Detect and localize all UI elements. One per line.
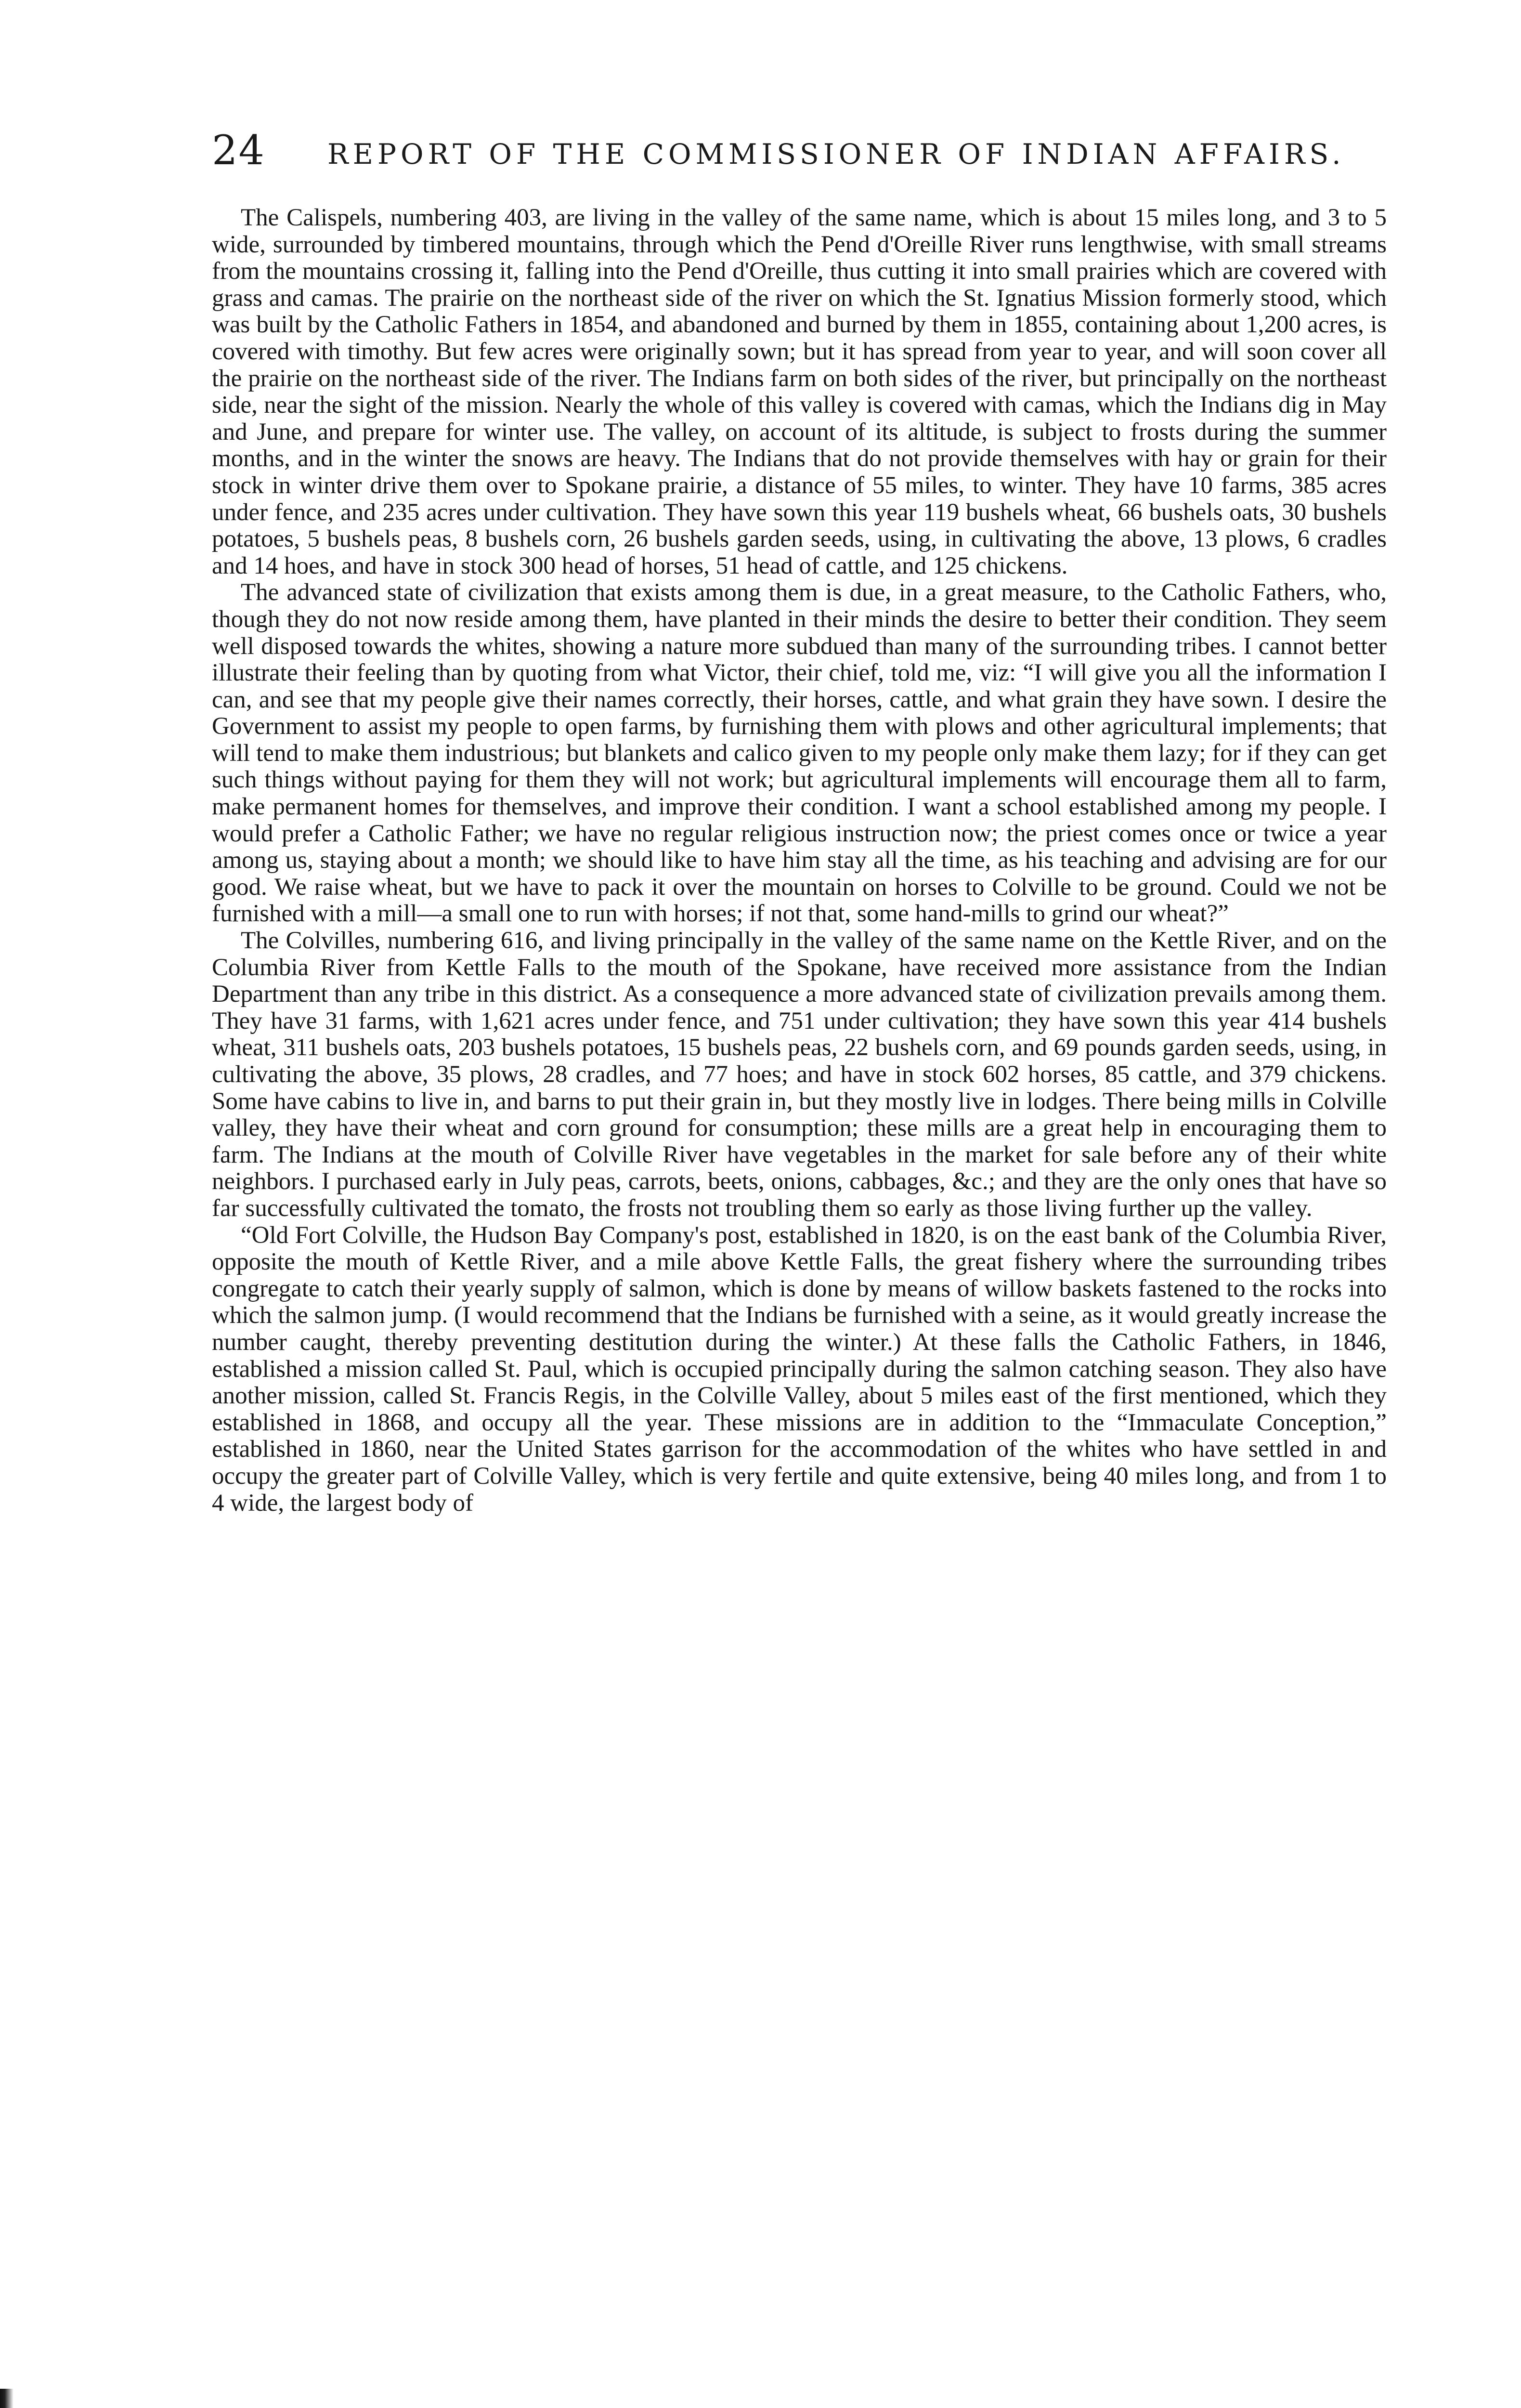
paragraph-calispels: The Calispels, numbering 403, are living in the valley of the same name, which is about 15 miles long, and 3 to 5 wide, surrounded by timbered mountains, through which the Pend d'Oreille River runs lengthwise, with small streams from the mountains crossing it, falling into the Pend d'Oreille, thus cutting it into small prairies which are covered with grass and camas. The prairie on the northeast side of the river on which the St. Ignatius Mission formerly stood, which was built by the Catholic Fathers in 1854, and abandoned and burned by them in 1855, containing about 1,200 acres, is covered with timothy. But few acres were originally sown; but it has spread from year to year, and will soon cover all the prairie on the northeast side of the river. The Indians farm on both sides of the river, but principally on the northeast side, near the sight of the mission. Nearly the whole of this valley is covered with camas, which the Indians dig in May and June, and prepare for winter use. The valley, on account of its altitude, is subject to frosts during the summer months, and in the winter the snows are heavy. The Indians that do not provide themselves with hay or grain for their stock in winter drive them over to Spokane prairie, a distance of 55 miles, to winter. They have 10 farms, 385 acres under fence, and 235 acres under cultivation. They have sown this year 119 bushels wheat, 66 bushels oats, 30 bushels potatoes, 5 bushels peas, 8 bushels corn, 26 bushels garden seeds, using, in cultivating the above, 13 plows, 6 cradles and 14 hoes, and have in stock 300 head of horses, 51 head of cattle, and 125 chickens.	[212, 204, 1387, 579]
paragraph-fort-colville: “Old Fort Colville, the Hudson Bay Company's post, established in 1820, is on the east bank of the Columbia River, opposite the mouth of Kettle River, and a mile above Kettle Falls, the great fishery where the surrounding tribes congregate to catch their yearly supply of salmon, which is done by means of willow baskets fastened to the rocks into which the salmon jump. (I would recommend that the Indians be furnished with a seine, as it would greatly increase the number caught, thereby preventing destitution during the winter.) At these falls the Catholic Fathers, in 1846, established a mission called St. Paul, which is occupied principally during the salmon catching season. They also have another mission, called St. Francis Regis, in the Colville Valley, about 5 miles east of the first mentioned, which they established in 1868, and occupy all the year. These missions are in addition to the “Immaculate Conception,” established in 1860, near the United States garrison for the accommodation of the whites who have settled in and occupy the greater part of Colville Valley, which is very fertile and quite extensive, being 40 miles long, and from 1 to 4 wide, the largest body of	[212, 1221, 1387, 1517]
page-number: 24	[212, 127, 265, 174]
scan-left-edge-shadow	[0, 2389, 13, 2408]
page-header	[212, 126, 1387, 189]
paragraph-colvilles: The Colvilles, numbering 616, and living principally in the valley of the same name on the Kettle River, and on the Columbia River from Kettle Falls to the mouth of the Spokane, have received more assistance from the Indian Department than any tribe in this district. As a consequence a more advanced state of civilization prevails among them. They have 31 farms, with 1,621 acres under fence, and 751 under cultivation; they have sown this year 414 bushels wheat, 311 bushels oats, 203 bushels potatoes, 15 bushels peas, 22 bushels corn, and 69 pounds garden seeds, using, in cultivating the above, 35 plows, 28 cradles, and 77 hoes; and have in stock 602 horses, 85 cattle, and 379 chickens. Some have cabins to live in, and barns to put their grain in, but they mostly live in lodges. There being mills in Colville valley, they have their wheat and corn ground for consumption; these mills are a great help in encouraging them to farm. The Indians at the mouth of Colville River have vegetables in the market for sale before any of their white neighbors. I purchased early in July peas, carrots, beets, onions, cabbages, &c.; and they are the only ones that have so far successfully cultivated the tomato, the frosts not troubling them so early as those living further up the valley.	[212, 927, 1387, 1222]
running-head: REPORT OF THE COMMISSIONER OF INDIAN AFFAIRS.	[327, 138, 1345, 170]
paragraph-civilization: The advanced state of civilization that exists among them is due, in a great measure, to the Catholic Fathers, who, though they do not now reside among them, have planted in their minds the desire to better their condition. They seem well disposed towards the whites, showing a nature more subdued than many of the surrounding tribes. I cannot better illustrate their feeling than by quoting from what Victor, their chief, told me, viz: “I will give you all the information I can, and see that my people give their names correctly, their horses, cattle, and what grain they have sown. I desire the Government to assist my people to open farms, by furnishing them with plows and other agricultural implements; that will tend to make them industrious; but blankets and calico given to my people only make them lazy; for if they can get such things without paying for them they will not work; but agricultural implements will encourage them all to farm, make permanent homes for themselves, and improve their condition. I want a school established among my people. I would prefer a Catholic Father; we have no regular religious instruction now; the priest comes once or twice a year among us, staying about a month; we should like to have him stay all the time, as his teaching and advising are for our good. We raise wheat, but we have to pack it over the mountain on horses to Colville to be ground. Could we not be furnished with a mill—a small one to run with horses; if not that, some hand-mills to grind our wheat?”	[212, 579, 1387, 928]
body-text	[212, 205, 1387, 2353]
